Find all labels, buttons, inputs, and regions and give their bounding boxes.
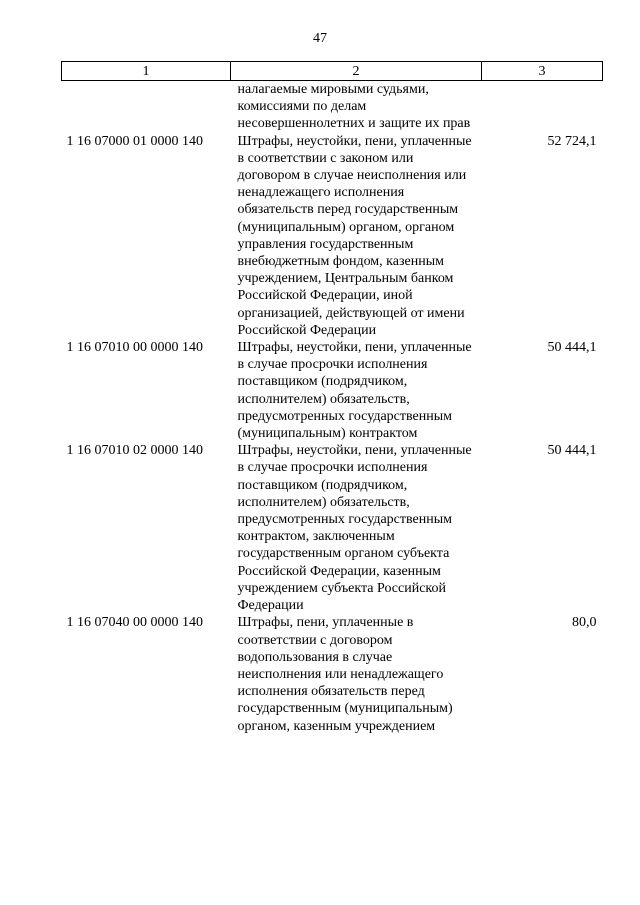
row-description: Штрафы, неустойки, пени, уплаченные в соответствии с законом или договором в случае неисполнения или ненадлежащего исполнения обязательств перед государственным (муниципальным) органом, органом управления государственным внебюджетным фондом, казенным учреждением, Центральным банком Российской Федерации, иной организацией, действующей от имени Российской Федерации <box>237 133 472 338</box>
table-row <box>62 442 603 614</box>
column-header-2: 2 <box>231 62 482 81</box>
row-amount: 80,0 <box>572 615 597 631</box>
continuation-description: налагаемые мировыми судьями, комиссиями по делам несовершеннолетних и защите их прав <box>237 82 471 132</box>
row-description: Штрафы, пени, уплаченные в соответствии с договором водопользования в случае неисполнения или ненадлежащего исполнения обязательств перед государственным (муниципальным) органом, казенным учреждением <box>237 615 453 734</box>
table-header-row <box>62 62 603 81</box>
row-amount: 52 724,1 <box>547 133 597 149</box>
budget-table <box>61 61 603 735</box>
row-description: Штрафы, неустойки, пени, уплаченные в случае просрочки исполнения поставщиком (подрядчиком, исполнителем) обязательств, предусмотренных государственным контрактом, заключенным государственным органом субъекта Российской Федерации, казенным учреждением субъекта Российской Федерации <box>237 443 472 614</box>
table-row <box>62 133 603 339</box>
page-number: 47 <box>313 31 327 46</box>
row-code: 1 16 07010 00 0000 140 <box>66 340 203 356</box>
column-header-1: 1 <box>62 62 231 81</box>
row-description: Штрафы, неустойки, пени, уплаченные в случае просрочки исполнения поставщиком (подрядчиком, исполнителем) обязательств, предусмотренных государственным (муниципальным) контрактом <box>237 340 472 442</box>
column-header-3: 3 <box>482 62 603 81</box>
table-row <box>62 614 603 734</box>
table-row-continuation <box>62 81 603 133</box>
continuation-code-cell <box>62 81 231 133</box>
row-code: 1 16 07000 01 0000 140 <box>66 133 203 149</box>
row-code: 1 16 07040 00 0000 140 <box>66 615 203 631</box>
row-amount: 50 444,1 <box>547 340 597 356</box>
row-amount: 50 444,1 <box>547 443 597 459</box>
table-row <box>62 339 603 442</box>
continuation-amount-cell <box>482 81 603 133</box>
row-code: 1 16 07010 02 0000 140 <box>66 443 203 459</box>
